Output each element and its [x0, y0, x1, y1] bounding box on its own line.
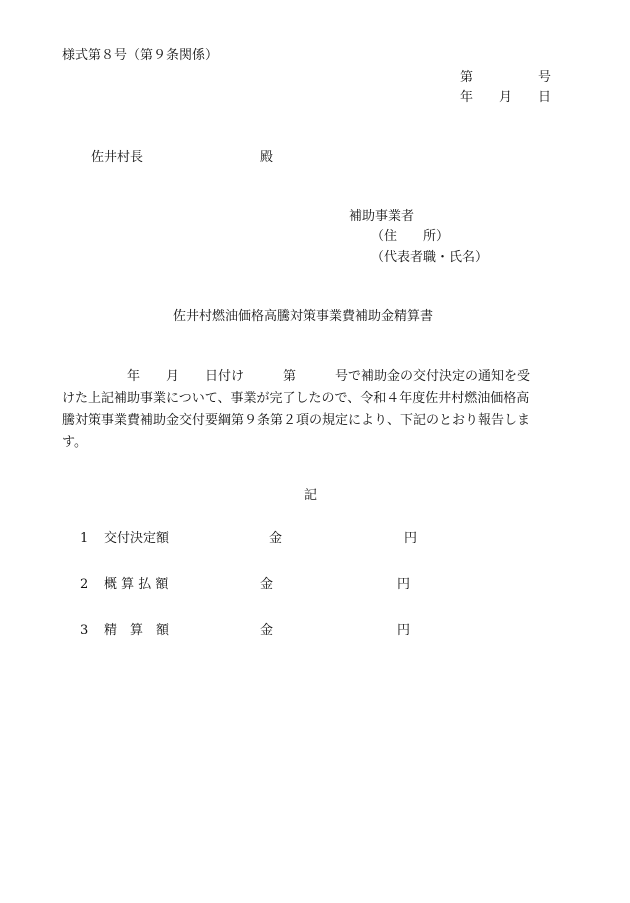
- item-2-label: 概 算 払 額: [104, 577, 169, 592]
- item-3-yen: 円: [397, 623, 411, 638]
- body-line-3: 騰対策事業費補助金交付要綱第９条第２項の規定により、下記のとおり報告しま: [62, 413, 531, 428]
- item-1-yen: 円: [404, 531, 418, 546]
- item-1-label: 交付決定額: [104, 531, 170, 546]
- body-paragraph: [62, 366, 558, 454]
- item-2-number: 2: [80, 577, 89, 592]
- document-title: 佐井村燃油価格高騰対策事業費補助金精算書: [173, 309, 434, 324]
- ki-heading: 記: [304, 488, 318, 503]
- date-line: 年 月 日: [460, 90, 552, 105]
- body-line-1: 年 月 日付け 第 号で補助金の交付決定の通知を受: [62, 369, 531, 384]
- item-3-kin: 金: [260, 623, 274, 638]
- body-line-2: けた上記補助事業について、事業が完了したので、令和４年度佐井村燃油価格高: [62, 391, 530, 406]
- body-line-4: す。: [62, 435, 87, 450]
- applicant-title: 補助事業者: [349, 209, 415, 224]
- item-2-kin: 金: [260, 577, 274, 592]
- item-3-number: 3: [80, 623, 89, 638]
- document-number-line: 第 号: [460, 70, 552, 85]
- item-2-yen: 円: [397, 577, 411, 592]
- item-1-kin: 金: [269, 531, 283, 546]
- applicant-address-label: （住 所）: [371, 229, 450, 244]
- item-1-number: 1: [80, 531, 89, 546]
- addressee: 佐井村長 殿: [91, 150, 274, 165]
- applicant-representative-label: （代表者職・氏名）: [371, 250, 489, 265]
- item-3-label: 精 算 額: [104, 623, 170, 638]
- form-label: 様式第８号（第９条関係）: [62, 48, 219, 63]
